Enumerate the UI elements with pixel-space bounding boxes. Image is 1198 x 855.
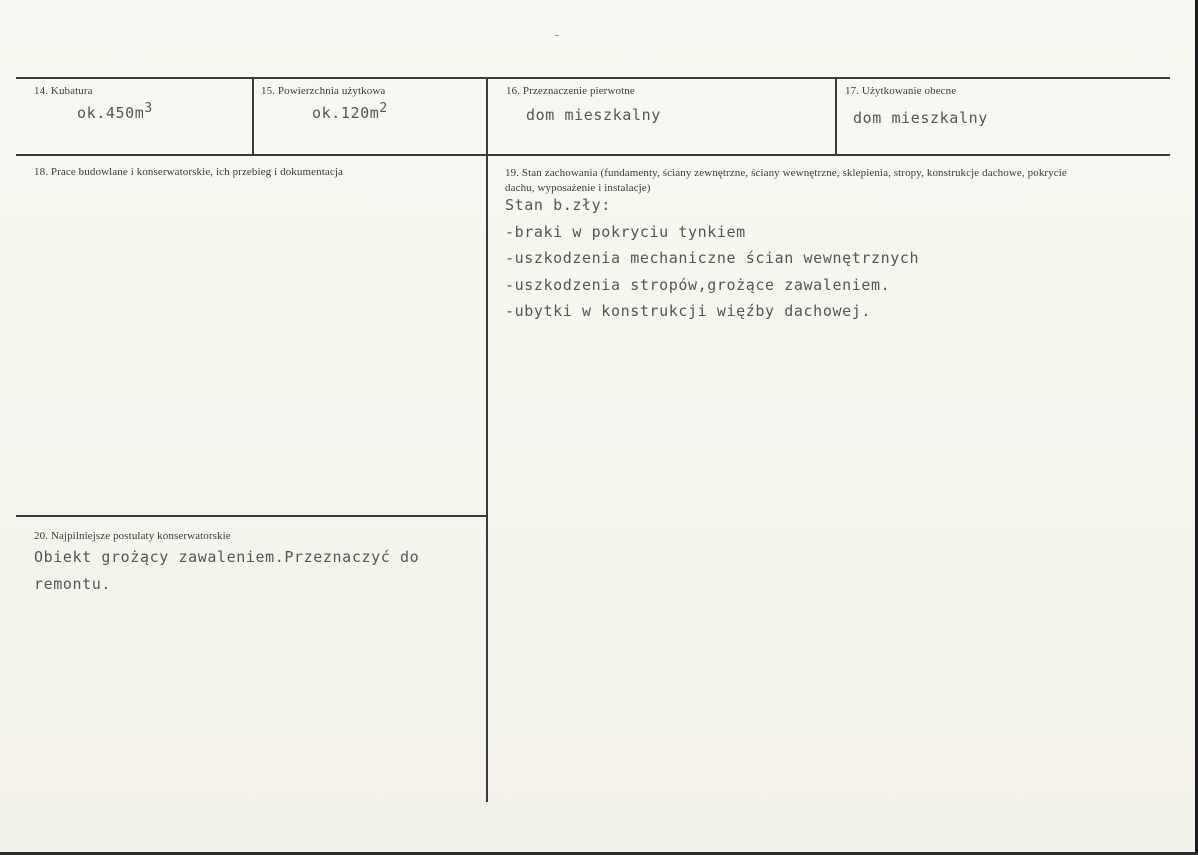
kubatura-value-exponent: 3 [144, 101, 153, 116]
postulaty-text [34, 548, 419, 601]
top-rule [16, 77, 1170, 79]
kubatura-value [77, 101, 153, 122]
postulaty-line: remontu. [34, 574, 112, 593]
stan-line: -ubytki w konstrukcji więźby dachowej. [505, 302, 871, 320]
divider-left-right [486, 154, 488, 802]
kubatura-value-text: ok.450m [77, 104, 145, 122]
powierzchnia-value-text: ok.120m [312, 104, 380, 122]
powierzchnia-label: 15. Powierzchnia użytkowa [261, 85, 386, 97]
uzytkowanie-value: dom mieszkalny [853, 109, 988, 127]
prace-label: 18. Prace budowlane i konserwatorskie, ich przebieg i dokumentacja [34, 166, 343, 178]
divider-15-16 [486, 77, 488, 155]
uzytkowanie-label: 17. Użytkowanie obecne [845, 85, 957, 97]
przeznaczenie-value: dom mieszkalny [526, 106, 661, 124]
speck [555, 35, 559, 36]
stan-line: Stan b.zły: [505, 196, 611, 214]
stan-label: 19. Stan zachowania (fundamenty, ściany zewnętrzne, ściany wewnętrzne, sklepienia, stropy, konstrukcje dachowe, pokrycie dachu, wyposażenie i instalacje) [505, 167, 1067, 194]
divider-14-15 [252, 77, 254, 155]
przeznaczenie-label: 16. Przeznaczenie pierwotne [506, 85, 635, 97]
divider-16-17 [835, 77, 837, 155]
powierzchnia-value [312, 101, 388, 122]
powierzchnia-value-exponent: 2 [379, 101, 388, 116]
section-18-20-divider [16, 515, 486, 517]
stan-text [505, 196, 919, 329]
postulaty-line: Obiekt grożący zawaleniem.Przeznaczyć do [34, 548, 420, 566]
middle-rule [16, 154, 1170, 156]
stan-line: -uszkodzenia stropów,grożące zawaleniem. [505, 275, 891, 294]
kubatura-label: 14. Kubatura [34, 85, 93, 97]
stan-line: -braki w pokryciu tynkiem [505, 222, 746, 241]
stan-line: -uszkodzenia mechaniczne ścian wewnętrznych [505, 249, 920, 267]
postulaty-label: 20. Najpilniejsze postulaty konserwatorskie [34, 530, 231, 542]
